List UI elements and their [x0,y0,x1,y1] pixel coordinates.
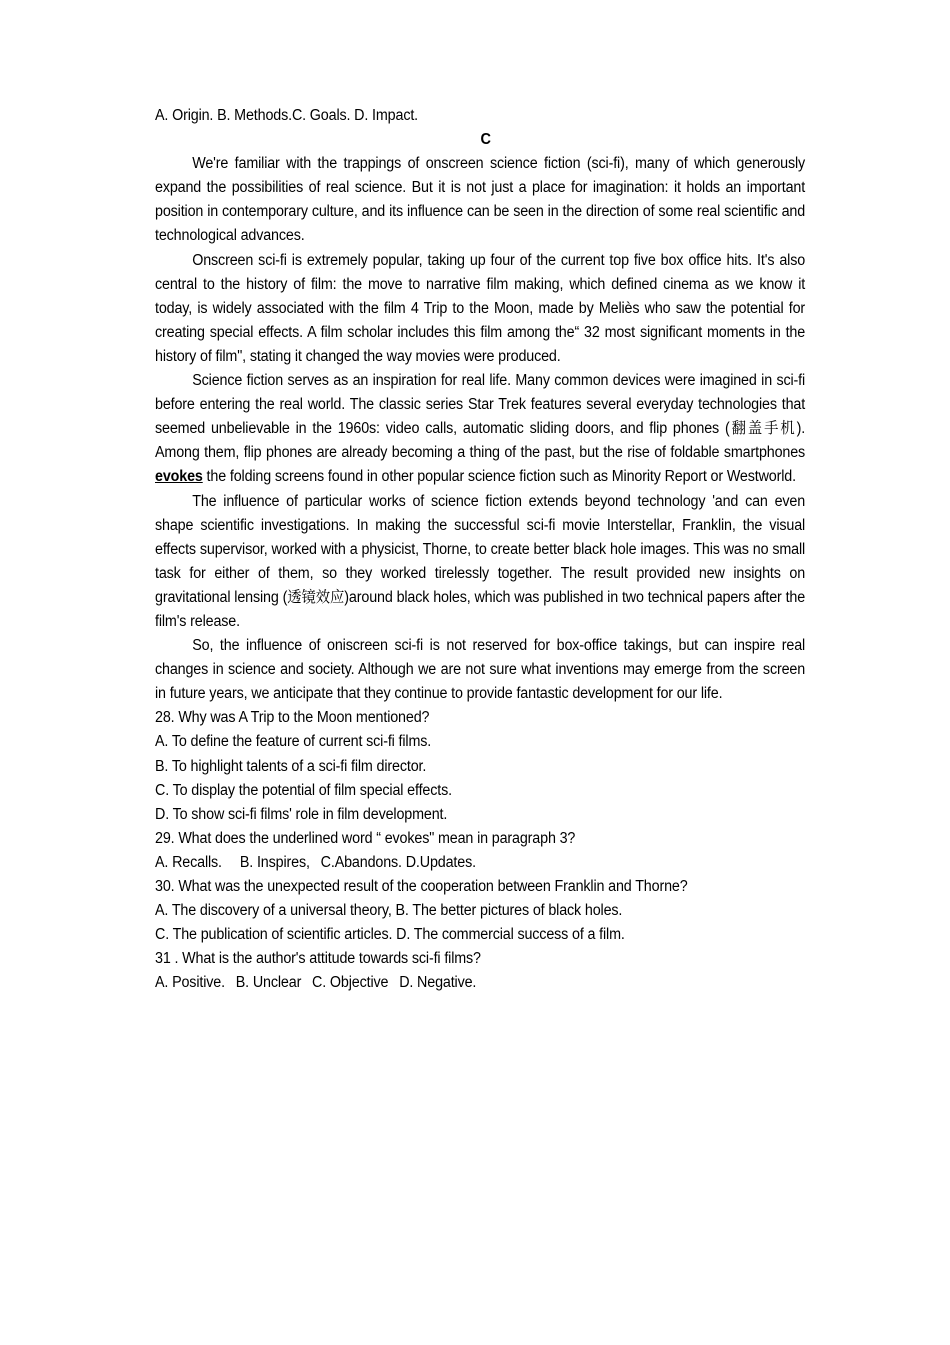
section-heading-c [155,128,805,152]
passage-paragraph-5: So, the influence of oniscreen sci-fi is not reserved for box-office takings, but can inspire real changes in science and society. Although we are not sure what inventions may emerge from the screen in future years, we anticipate that they continue to provide fantastic development for our life. [155,637,806,703]
page-content [155,104,805,995]
passage-paragraph-1: We're familiar with the trappings of onscreen science fiction (sci-fi), many of which generously expand the possibilities of real science. But it is not just a place for imagination: it holds an important position in contemporary culture, and its influence can be seen in the direction of some real scientific and technological advances. [155,155,806,245]
question-28-option-b[interactable]: B. To highlight talents of a sci-fi film director. [155,757,427,775]
passage-paragraph-3-text-after: the folding screens found in other popular science fiction such as Minority Report or Westworld. [202,468,796,486]
question-29-stem: 29. What does the underlined word “ evokes" mean in paragraph 3? [155,829,576,847]
passage-paragraph-4: The influence of particular works of science fiction extends beyond technology 'and can even shape scientific investigations. In making the successful sci-fi movie Interstellar, Franklin, the visual effects supervisor, worked with a physicist, Thorne, to create better black hole images. This was no small task for either of them, so they worked tirelessly together. The result provided new insights on gravitational lensing (透镜效应)around black holes, which was published in two technical papers after the film's release. [155,492,806,630]
question-31-options-row[interactable]: A. Positive. B. Unclear C. Objective D. Negative. [155,974,477,992]
underlined-word-evokes: evokes [155,468,203,486]
passage-paragraph-3 [155,369,805,489]
section-heading-label: C [480,131,491,149]
passage-paragraph-3-text-before: Science fiction serves as an inspiration for real life. Many common devices were imagined in sci-fi before entering the real world. The classic series Star Trek features several everyday technologies that seemed unbelievable in the 1960s: video calls, automatic sliding doors, and flip phones (翻盖手机). Among them, flip phones are already becoming a thing of the past, but the rise of foldable smartphones [155,372,806,462]
question-29-options-row[interactable]: A. Recalls. B. Inspires, C.Abandons. D.Updates. [155,853,476,871]
question-28-option-d[interactable]: D. To show sci-fi films' role in film development. [155,805,448,823]
question-30-stem: 30. What was the unexpected result of the cooperation between Franklin and Thorne? [155,878,688,895]
passage-paragraph-2: Onscreen sci-fi is extremely popular, taking up four of the current top five box office hits. It's also central to the history of film: the move to narrative film making, which defined cinema as we know it today, is widely associated with the film 4 Trip to the Moon, made by Meliès who saw the potential for creating special effects. A film scholar includes this film among the“ 32 most significant moments in the history of film", stating it changed the way movies were produced. [155,251,806,365]
question-28-option-a[interactable]: A. To define the feature of current sci-fi films. [155,733,432,751]
previous-question-options: A. Origin. B. Methods.C. Goals. D. Impact. [155,107,419,124]
question-31-stem: 31 . What is the author's attitude towards sci-fi films? [155,950,481,968]
question-28-stem: 28. Why was A Trip to the Moon mentioned? [155,709,430,727]
question-30-options-row-1[interactable]: A. The discovery of a universal theory, B. The better pictures of black holes. [155,902,623,920]
question-30-options-row-2[interactable]: C. The publication of scientific articles. D. The commercial success of a film. [155,926,625,944]
question-28-option-c[interactable]: C. To display the potential of film special effects. [155,781,452,799]
